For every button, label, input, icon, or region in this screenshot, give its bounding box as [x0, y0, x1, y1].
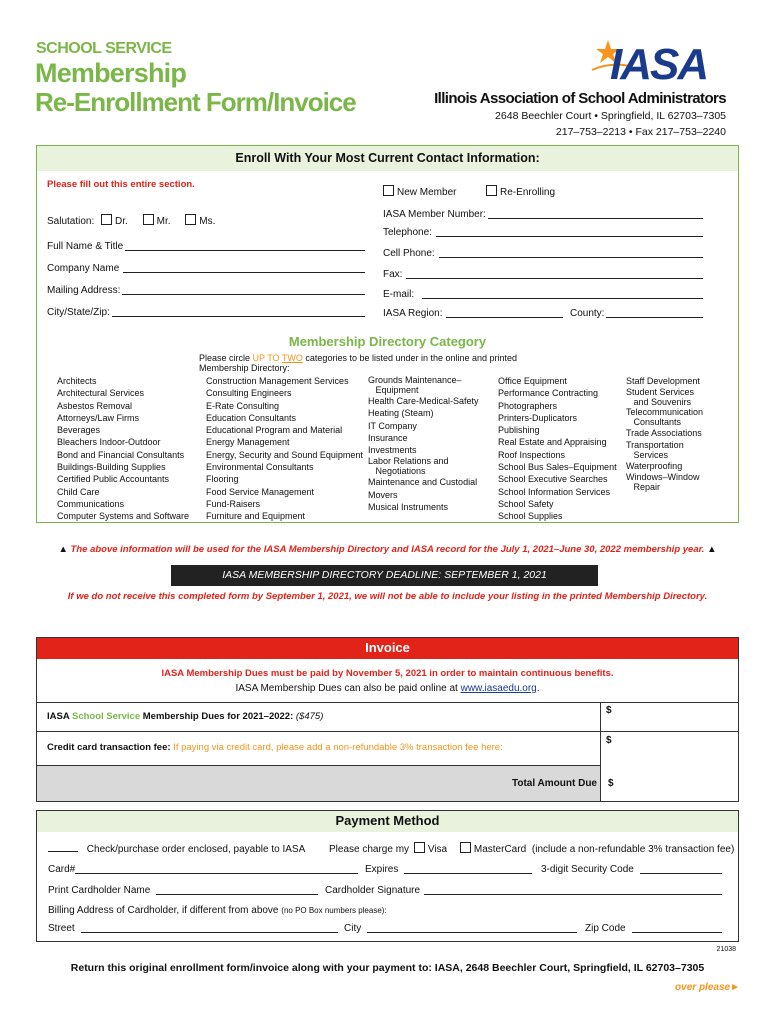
directory-notice — [36, 544, 739, 555]
dues-amount: ($475) — [295, 711, 324, 722]
card-number-field[interactable] — [48, 864, 358, 875]
directory-category-item[interactable]: Educational Program and Material — [206, 425, 343, 436]
security-code-field[interactable] — [541, 864, 722, 875]
directory-category-item[interactable]: Performance Contracting — [498, 388, 599, 399]
directory-category-item[interactable]: Office Equipment — [498, 376, 567, 386]
iasa-logo — [590, 40, 730, 90]
dues-amount-cell[interactable] — [600, 702, 738, 731]
invoice-heading: Invoice — [365, 640, 410, 655]
city-state-zip-field[interactable] — [47, 307, 365, 318]
directory-category-item[interactable]: Health Care-Medical-Safety — [368, 396, 479, 406]
cardholder-signature-field[interactable] — [325, 885, 722, 896]
directory-instr-pre: Please circle — [199, 353, 251, 363]
directory-category-item[interactable]: Roof Inspections — [498, 449, 566, 460]
directory-category-item[interactable]: Environmental Consultants — [206, 462, 314, 473]
directory-category-item[interactable]: Trade Associations — [626, 428, 702, 439]
directory-category-item[interactable]: Food Service Management — [206, 486, 315, 497]
directory-category-item[interactable]: Energy Management — [206, 437, 290, 448]
cell-phone-field[interactable] — [383, 248, 703, 259]
company-name-field[interactable] — [47, 263, 365, 274]
cardholder-name-label: Print Cardholder Name — [48, 885, 151, 896]
directory-category-item[interactable]: School Supplies — [498, 511, 563, 522]
salutation-dr-checkbox[interactable] — [101, 214, 112, 225]
billing-label: Billing Address of Cardholder, if different from above — [48, 905, 279, 916]
email-label: E-mail: — [383, 289, 415, 300]
dues-dollar: $ — [606, 705, 612, 716]
directory-category-item[interactable]: Child Care — [57, 486, 100, 497]
deadline-text: IASA MEMBERSHIP DIRECTORY DEADLINE: SEPTEMBER 1, 2021 — [222, 569, 547, 581]
directory-category-item[interactable]: Construction Management Services — [206, 376, 349, 386]
dues-iasa: IASA — [47, 711, 70, 722]
telephone-field[interactable] — [383, 227, 703, 238]
directory-category-item[interactable]: School Executive Searches — [498, 474, 608, 485]
online-payment-link[interactable]: www.iasaedu.org — [460, 683, 537, 694]
directory-category-item[interactable]: Education Consultants — [206, 412, 297, 423]
city-state-zip-label: City/State/Zip: — [47, 307, 110, 318]
directory-heading: Membership Directory Category — [288, 334, 487, 349]
directory-category-item[interactable]: Bleachers Indoor-Outdoor — [57, 437, 161, 448]
card-number-label: Card# — [48, 864, 76, 875]
dues-school-service: School Service — [72, 711, 141, 722]
billing-address-label — [48, 905, 387, 916]
charge-label: Please charge my — [329, 844, 410, 855]
county-label: County: — [570, 308, 605, 319]
expires-label: Expires — [365, 864, 399, 875]
visa-checkbox[interactable] — [414, 842, 425, 853]
directory-category-item[interactable]: Fund-Raisers — [206, 498, 261, 509]
county-field[interactable] — [570, 308, 703, 319]
directory-col-2 — [206, 375, 366, 523]
dues-rest: Membership Dues for 2021–2022: — [142, 711, 294, 722]
over-please-text: over please — [675, 982, 731, 993]
region-label: IASA Region: — [383, 308, 443, 319]
directory-category-item[interactable]: IT Company — [368, 420, 417, 431]
directory-category-item[interactable]: Publishing — [498, 425, 540, 436]
directory-category-item[interactable]: Student Services and Souvenirs — [626, 387, 695, 408]
street-label: Street — [48, 923, 75, 934]
directory-category-item[interactable]: Insurance — [368, 432, 408, 443]
enroll-instruction: Please fill out this entire section. — [47, 179, 195, 190]
new-member-checkbox[interactable] — [383, 185, 394, 196]
mastercard-note: (include a non-refundable 3% transaction fee) — [531, 844, 735, 855]
full-name-field[interactable] — [47, 241, 365, 252]
directory-category-item[interactable]: Transportation Services — [626, 439, 684, 460]
directory-category-item[interactable]: Certified Public Accountants — [57, 474, 170, 485]
directory-col-5 — [626, 375, 736, 492]
directory-category-item[interactable]: School Bus Sales–Equipment — [498, 462, 617, 473]
salutation-mr-label: Mr. — [156, 216, 171, 227]
salutation-dr-label: Dr. — [115, 216, 128, 227]
directory-warning: If we do not receive this completed form by September 1, 2021, we will not be able to include your listing in the printed Membership Directory. — [67, 591, 708, 602]
re-enrolling-label: Re-Enrolling — [500, 187, 556, 198]
cardholder-signature-label: Cardholder Signature — [325, 885, 421, 896]
directory-category-item[interactable]: Telecommunication Consultants — [626, 407, 704, 428]
return-instruction: Return this original enrollment form/invoice along with your payment to: IASA, 2648 Beechler Court, Springfield, IL 62703–7305 — [70, 962, 705, 974]
school-service-kicker: SCHOOL SERVICE — [36, 40, 172, 57]
member-number-label: IASA Member Number: — [383, 209, 486, 220]
directory-col-1 — [57, 375, 197, 523]
cc-fee-label — [47, 742, 503, 753]
org-name: Illinois Association of School Administrators — [434, 90, 726, 107]
total-label: Total Amount Due — [512, 778, 597, 789]
member-number-field[interactable] — [383, 209, 703, 220]
directory-category-item[interactable]: Asbestos Removal — [57, 400, 133, 411]
directory-category-item[interactable]: Furniture and Equipment — [206, 511, 306, 522]
directory-instruction — [199, 353, 559, 373]
directory-category-item[interactable]: Maintenance and Custodial — [368, 477, 478, 488]
directory-notice-text: The above information will be used for the IASA Membership Directory and IASA record for the July 1, 2021–June 30, 2022 membership year. — [70, 544, 705, 555]
directory-category-item[interactable]: School Information Services — [498, 486, 611, 497]
arrow-right-icon: ► — [730, 982, 740, 993]
directory-col-3 — [368, 375, 498, 513]
city-field[interactable] — [344, 923, 577, 934]
charge-row — [329, 842, 734, 855]
salutation-row — [47, 214, 215, 227]
city-label: City — [344, 923, 362, 934]
mastercard-label: MasterCard — [473, 844, 527, 855]
online-payment-pre: IASA Membership Dues can also be paid online at — [235, 683, 458, 694]
directory-category-item[interactable]: Printers-Duplicators — [498, 412, 578, 423]
directory-category-item[interactable]: Beverages — [57, 425, 101, 436]
check-label: Check/purchase order enclosed, payable to IASA — [86, 844, 306, 855]
fax-label: Fax: — [383, 269, 403, 280]
form-code: 21038 — [716, 946, 736, 953]
directory-category-item[interactable]: Real Estate and Appraising — [498, 437, 607, 448]
check-option[interactable] — [48, 842, 305, 855]
billing-note: (no PO Box numbers please): — [281, 906, 387, 915]
directory-category-item[interactable]: Photographers — [498, 400, 558, 411]
iasa-logo-text: IASA — [610, 40, 708, 89]
directory-instr-up-to: UP TO — [252, 353, 280, 363]
zip-code-field[interactable] — [585, 923, 722, 934]
directory-category-item[interactable]: Investments — [368, 445, 417, 456]
directory-category-item[interactable]: Buildings-Building Supplies — [57, 462, 166, 473]
directory-category-item[interactable]: Staff Development — [626, 376, 700, 386]
expires-field[interactable] — [365, 864, 532, 875]
directory-category-item[interactable]: E-Rate Consulting — [206, 400, 280, 411]
total-amount-cell[interactable] — [600, 765, 738, 801]
security-code-label: 3-digit Security Code — [541, 864, 634, 875]
cc-fee-amount-cell[interactable] — [600, 731, 738, 765]
directory-category-item[interactable]: Attorneys/Law Firms — [57, 412, 140, 423]
cell-phone-label: Cell Phone: — [383, 248, 435, 259]
cc-fee-note: If paying via credit card, please add a non-refundable 3% transaction fee here: — [173, 742, 503, 753]
salutation-mr-checkbox[interactable] — [143, 214, 154, 225]
directory-category-item[interactable]: Architects — [57, 376, 97, 386]
member-type-row — [383, 185, 555, 198]
over-please — [675, 982, 740, 993]
directory-category-item[interactable]: Consulting Engineers — [206, 388, 292, 399]
dues-notice: IASA Membership Dues must be paid by November 5, 2021 in order to maintain continuous benefits. — [161, 668, 614, 679]
email-field[interactable] — [383, 289, 703, 300]
new-member-label: New Member — [397, 187, 457, 198]
mailing-address-field[interactable] — [47, 285, 365, 296]
street-field[interactable] — [48, 923, 338, 934]
cc-fee-title: Credit card transaction fee: — [47, 742, 171, 753]
directory-category-item[interactable]: Bond and Financial Consultants — [57, 449, 185, 460]
form-title-reenrollment: Re-Enrollment Form/Invoice — [35, 87, 356, 117]
directory-category-item[interactable]: Movers — [368, 489, 398, 500]
directory-category-item[interactable]: Communications — [57, 498, 125, 509]
dues-label — [47, 711, 323, 722]
visa-label: Visa — [427, 844, 448, 855]
online-payment-post: . — [536, 683, 540, 694]
directory-category-item[interactable]: Computer Systems and Software — [57, 511, 190, 522]
telephone-label: Telephone: — [383, 227, 432, 238]
salutation-ms-checkbox[interactable] — [185, 214, 196, 225]
directory-category-item[interactable]: Grounds Maintenance– Equipment — [368, 375, 462, 395]
cardholder-name-field[interactable] — [48, 885, 318, 896]
directory-category-item[interactable]: Heating (Steam) — [368, 408, 434, 419]
directory-category-item[interactable]: Architectural Services — [57, 388, 145, 399]
fax-field[interactable] — [383, 269, 703, 280]
directory-instr-two: TWO — [281, 353, 303, 363]
zip-code-label: Zip Code — [585, 923, 626, 934]
triangle-left-icon: ▲ — [58, 544, 68, 555]
mastercard-checkbox[interactable] — [460, 842, 471, 853]
directory-category-item[interactable]: Labor Relations and Negotiations — [368, 456, 449, 477]
directory-col-4 — [498, 375, 623, 523]
salutation-ms-label: Ms. — [199, 216, 216, 227]
payment-heading: Payment Method — [335, 813, 440, 828]
mailing-address-label: Mailing Address: — [47, 285, 121, 296]
region-field[interactable] — [383, 308, 563, 319]
online-payment-note — [37, 683, 738, 694]
org-address: 2648 Beechler Court • Springfield, IL 62703–7305 — [495, 110, 726, 122]
enroll-heading: Enroll With Your Most Current Contact Information: — [235, 151, 540, 165]
check-blank[interactable] — [48, 842, 78, 852]
full-name-label: Full Name & Title — [47, 241, 124, 252]
directory-instr-post: categories to be listed under in the online and printed Membership Directory: — [199, 353, 518, 373]
directory-category-item[interactable]: Windows–Window Repair — [626, 471, 700, 492]
cc-fee-dollar: $ — [606, 735, 612, 746]
total-dollar: $ — [608, 778, 614, 789]
triangle-right-icon: ▲ — [707, 544, 717, 555]
salutation-label: Salutation: — [47, 216, 95, 227]
directory-category-item[interactable]: Flooring — [206, 474, 239, 485]
directory-category-item[interactable]: Waterproofing — [626, 460, 683, 471]
directory-category-item[interactable]: Musical Instruments — [368, 502, 449, 513]
re-enrolling-checkbox[interactable] — [486, 185, 497, 196]
form-title-membership: Membership — [35, 58, 187, 88]
org-phone: 217–753–2213 • Fax 217–753–2240 — [555, 126, 726, 138]
directory-category-item[interactable]: Energy, Security and Sound Equipment — [206, 449, 363, 460]
company-name-label: Company Name — [47, 263, 120, 274]
directory-category-item[interactable]: School Safety — [498, 498, 554, 509]
